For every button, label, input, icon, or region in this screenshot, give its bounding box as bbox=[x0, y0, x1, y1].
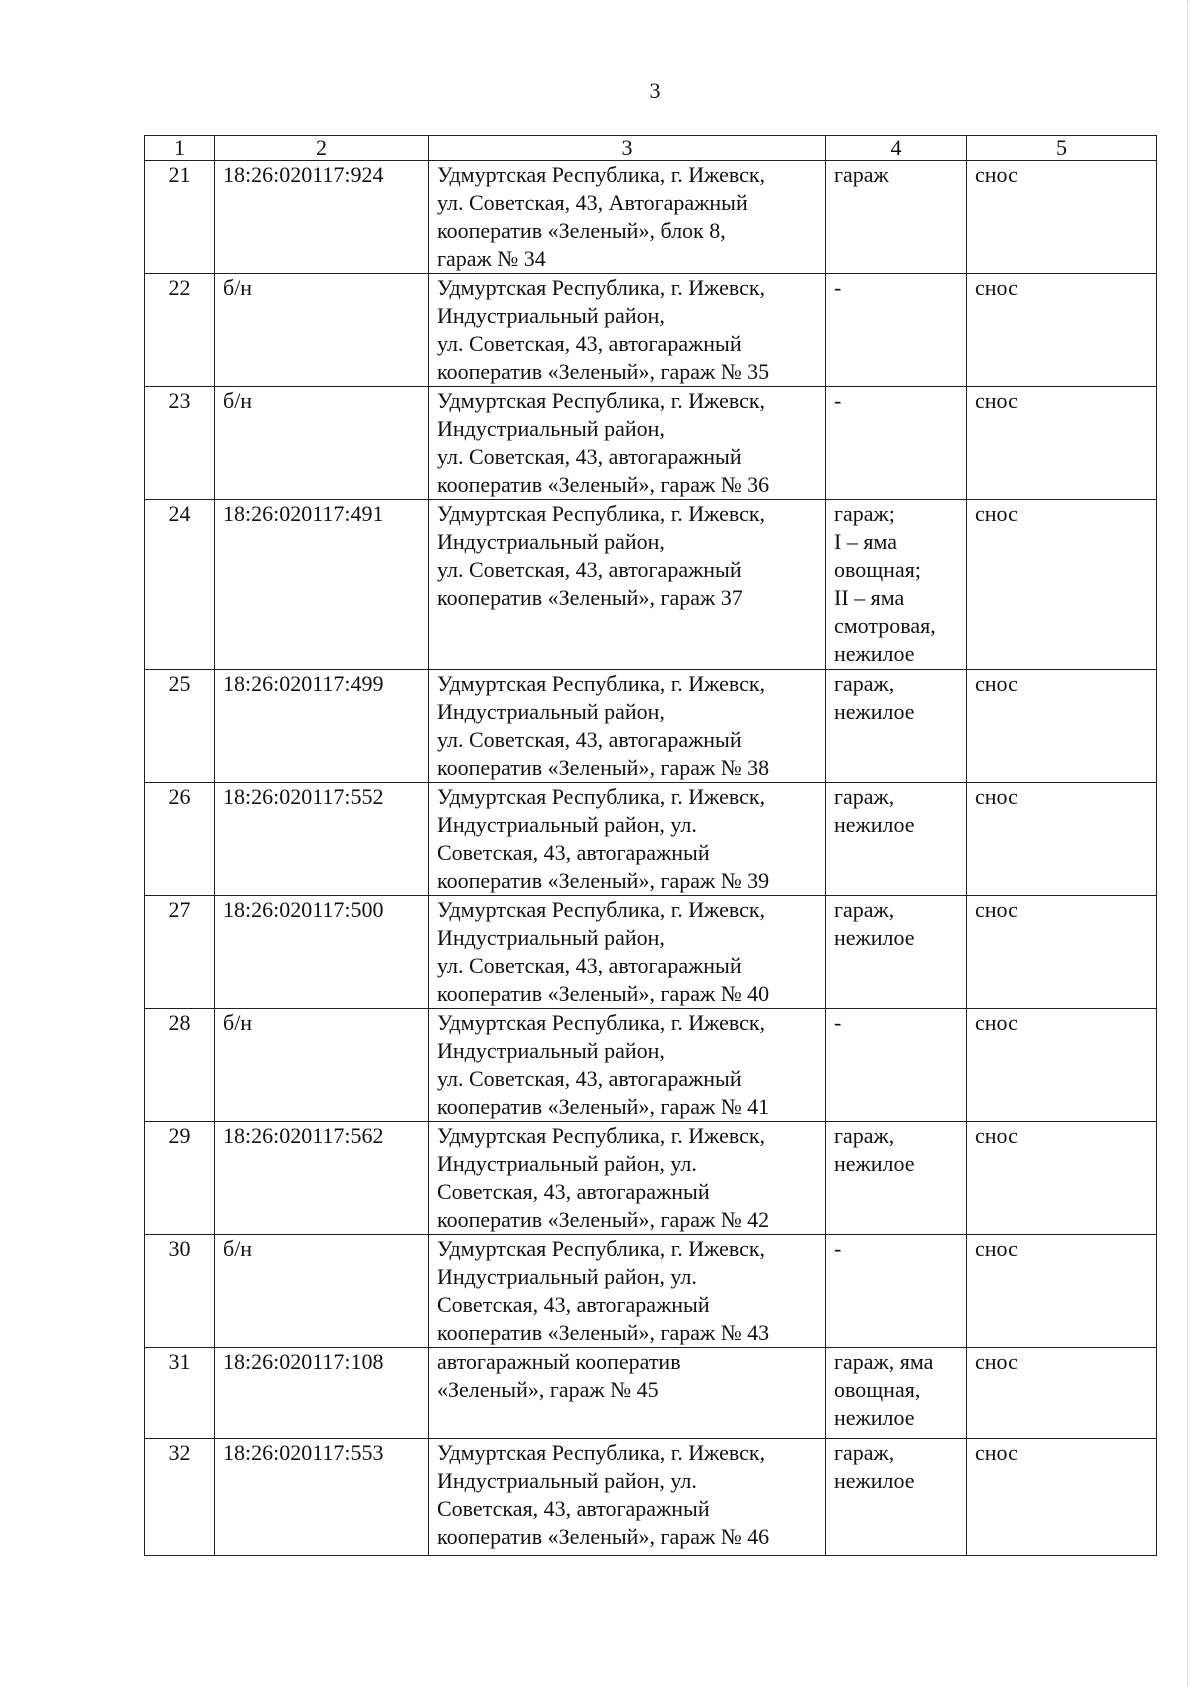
address-cell bbox=[429, 1235, 826, 1348]
action-cell: снос bbox=[967, 387, 1157, 500]
address-line: Удмуртская Республика, г. Ижевск, bbox=[437, 1236, 766, 1261]
action-cell: снос bbox=[967, 161, 1157, 274]
column-header-4: 4 bbox=[826, 136, 967, 161]
address-line: кооператив «Зеленый», гараж № 38 bbox=[437, 755, 770, 780]
column-header-2: 2 bbox=[215, 136, 429, 161]
address-line: гараж № 34 bbox=[437, 246, 546, 271]
action-cell: снос bbox=[967, 783, 1157, 896]
object-type-line: нежилое bbox=[834, 1468, 915, 1493]
address-line: Советская, 43, автогаражный bbox=[437, 840, 710, 865]
object-type-line: нежилое bbox=[834, 1151, 915, 1176]
table-header bbox=[145, 136, 1157, 161]
cadastral-number: б/н bbox=[215, 1009, 429, 1122]
address-line: ул. Советская, 43, автогаражный bbox=[437, 557, 742, 582]
address-line: Удмуртская Республика, г. Ижевск, bbox=[437, 1010, 766, 1035]
row-number: 26 bbox=[145, 783, 215, 896]
object-type-line: гараж bbox=[834, 162, 889, 187]
object-type-line: овощная; bbox=[834, 557, 921, 582]
object-type-cell bbox=[826, 783, 967, 896]
object-type-line: гараж, bbox=[834, 1123, 895, 1148]
address-line: ул. Советская, 43, автогаражный bbox=[437, 1066, 742, 1091]
address-cell bbox=[429, 1122, 826, 1235]
object-type-line: нежилое bbox=[834, 925, 915, 950]
table-row bbox=[145, 387, 1157, 500]
address-cell bbox=[429, 274, 826, 387]
object-type-cell bbox=[826, 1348, 967, 1439]
object-type-line: гараж, bbox=[834, 1440, 895, 1465]
address-line: кооператив «Зеленый», гараж № 39 bbox=[437, 868, 770, 893]
address-cell bbox=[429, 670, 826, 783]
address-cell bbox=[429, 387, 826, 500]
object-type-cell bbox=[826, 670, 967, 783]
address-line: Индустриальный район, bbox=[437, 699, 665, 724]
address-line: автогаражный кооператив bbox=[437, 1349, 681, 1374]
row-number: 23 bbox=[145, 387, 215, 500]
address-cell bbox=[429, 896, 826, 1009]
cadastral-number: 18:26:020117:500 bbox=[215, 896, 429, 1009]
address-line: кооператив «Зеленый», блок 8, bbox=[437, 218, 726, 243]
column-header-3: 3 bbox=[429, 136, 826, 161]
cadastral-number: 18:26:020117:108 bbox=[215, 1348, 429, 1439]
address-line: кооператив «Зеленый», гараж № 36 bbox=[437, 472, 770, 497]
cadastral-number: б/н bbox=[215, 387, 429, 500]
table-body bbox=[145, 161, 1157, 1556]
scan-edge-artifact bbox=[1185, 0, 1188, 1686]
object-type-cell bbox=[826, 274, 967, 387]
column-header-1: 1 bbox=[145, 136, 215, 161]
object-type-line: гараж; bbox=[834, 501, 895, 526]
action-cell: снос bbox=[967, 1122, 1157, 1235]
object-type-line: нежилое bbox=[834, 1405, 915, 1430]
object-type-line: - bbox=[834, 275, 842, 300]
address-line: Советская, 43, автогаражный bbox=[437, 1179, 710, 1204]
cadastral-number: 18:26:020117:491 bbox=[215, 500, 429, 670]
object-type-cell bbox=[826, 500, 967, 670]
address-line: ул. Советская, 43, автогаражный bbox=[437, 953, 742, 978]
address-cell bbox=[429, 1009, 826, 1122]
address-line: кооператив «Зеленый», гараж № 35 bbox=[437, 359, 770, 384]
action-cell: снос bbox=[967, 670, 1157, 783]
table-row bbox=[145, 1439, 1157, 1556]
address-line: Индустриальный район, ул. bbox=[437, 812, 697, 837]
object-type-cell bbox=[826, 1235, 967, 1348]
action-cell: снос bbox=[967, 1009, 1157, 1122]
table-row bbox=[145, 1122, 1157, 1235]
cadastral-number: 18:26:020117:562 bbox=[215, 1122, 429, 1235]
address-cell bbox=[429, 1348, 826, 1439]
row-number: 31 bbox=[145, 1348, 215, 1439]
object-type-line: нежилое bbox=[834, 699, 915, 724]
row-number: 24 bbox=[145, 500, 215, 670]
table-row bbox=[145, 896, 1157, 1009]
action-cell: снос bbox=[967, 1439, 1157, 1556]
address-line: Удмуртская Республика, г. Ижевск, bbox=[437, 275, 766, 300]
address-cell bbox=[429, 161, 826, 274]
address-line: кооператив «Зеленый», гараж № 46 bbox=[437, 1524, 770, 1549]
object-type-line: - bbox=[834, 1010, 842, 1035]
cadastral-number: 18:26:020117:552 bbox=[215, 783, 429, 896]
object-type-line: смотровая, bbox=[834, 613, 936, 638]
object-type-cell bbox=[826, 1009, 967, 1122]
address-line: Удмуртская Республика, г. Ижевск, bbox=[437, 784, 766, 809]
address-line: кооператив «Зеленый», гараж № 40 bbox=[437, 981, 770, 1006]
page-number: 3 bbox=[649, 78, 661, 103]
header-row bbox=[145, 136, 1157, 161]
action-cell: снос bbox=[967, 1235, 1157, 1348]
table-row bbox=[145, 1009, 1157, 1122]
cadastral-number: 18:26:020117:924 bbox=[215, 161, 429, 274]
address-line: ул. Советская, 43, автогаражный bbox=[437, 727, 742, 752]
object-type-cell bbox=[826, 1122, 967, 1235]
object-type-cell bbox=[826, 896, 967, 1009]
cadastral-number: 18:26:020117:499 bbox=[215, 670, 429, 783]
address-line: Советская, 43, автогаражный bbox=[437, 1496, 710, 1521]
cadastral-number: б/н bbox=[215, 1235, 429, 1348]
address-line: Индустриальный район, bbox=[437, 1038, 665, 1063]
address-line: ул. Советская, 43, автогаражный bbox=[437, 444, 742, 469]
address-line: ул. Советская, 43, Автогаражный bbox=[437, 190, 748, 215]
object-type-line: гараж, bbox=[834, 897, 895, 922]
address-line: Удмуртская Республика, г. Ижевск, bbox=[437, 1440, 766, 1465]
row-number: 29 bbox=[145, 1122, 215, 1235]
address-cell bbox=[429, 500, 826, 670]
table-row bbox=[145, 1235, 1157, 1348]
object-type-line: гараж, bbox=[834, 671, 895, 696]
row-number: 27 bbox=[145, 896, 215, 1009]
address-cell bbox=[429, 783, 826, 896]
row-number: 32 bbox=[145, 1439, 215, 1556]
address-line: Индустриальный район, bbox=[437, 925, 665, 950]
action-cell: снос bbox=[967, 896, 1157, 1009]
row-number: 30 bbox=[145, 1235, 215, 1348]
action-cell: снос bbox=[967, 1348, 1157, 1439]
table-row bbox=[145, 1348, 1157, 1439]
cadastral-number: 18:26:020117:553 bbox=[215, 1439, 429, 1556]
object-type-line: II – яма bbox=[834, 585, 905, 610]
object-type-line: овощная, bbox=[834, 1377, 921, 1402]
address-line: Индустриальный район, bbox=[437, 416, 665, 441]
object-type-line: гараж, bbox=[834, 784, 895, 809]
action-cell: снос bbox=[967, 274, 1157, 387]
address-line: кооператив «Зеленый», гараж 37 bbox=[437, 585, 743, 610]
address-line: Индустриальный район, ул. bbox=[437, 1264, 697, 1289]
object-type-line: - bbox=[834, 388, 842, 413]
address-line: кооператив «Зеленый», гараж № 42 bbox=[437, 1207, 770, 1232]
address-line: Удмуртская Республика, г. Ижевск, bbox=[437, 501, 766, 526]
object-type-line: гараж, яма bbox=[834, 1349, 934, 1374]
address-line: Удмуртская Республика, г. Ижевск, bbox=[437, 671, 766, 696]
column-header-5: 5 bbox=[967, 136, 1157, 161]
row-number: 22 bbox=[145, 274, 215, 387]
action-cell: снос bbox=[967, 500, 1157, 670]
object-type-line: - bbox=[834, 1236, 842, 1261]
address-line: «Зеленый», гараж № 45 bbox=[437, 1377, 659, 1402]
row-number: 28 bbox=[145, 1009, 215, 1122]
object-type-line: нежилое bbox=[834, 641, 915, 666]
address-line: Советская, 43, автогаражный bbox=[437, 1292, 710, 1317]
address-cell bbox=[429, 1439, 826, 1556]
object-type-cell bbox=[826, 1439, 967, 1556]
object-type-cell bbox=[826, 387, 967, 500]
table-row bbox=[145, 500, 1157, 670]
row-number: 25 bbox=[145, 670, 215, 783]
cadastral-number: б/н bbox=[215, 274, 429, 387]
row-number: 21 bbox=[145, 161, 215, 274]
address-line: ул. Советская, 43, автогаражный bbox=[437, 331, 742, 356]
address-line: кооператив «Зеленый», гараж № 41 bbox=[437, 1094, 770, 1119]
address-line: Индустриальный район, ул. bbox=[437, 1468, 697, 1493]
address-line: Индустриальный район, bbox=[437, 303, 665, 328]
table-row bbox=[145, 274, 1157, 387]
address-line: Индустриальный район, ул. bbox=[437, 1151, 697, 1176]
address-line: кооператив «Зеленый», гараж № 43 bbox=[437, 1320, 770, 1345]
address-line: Удмуртская Республика, г. Ижевск, bbox=[437, 162, 766, 187]
object-type-cell bbox=[826, 161, 967, 274]
garage-registry-table bbox=[144, 135, 1157, 1556]
table-row bbox=[145, 670, 1157, 783]
table-row bbox=[145, 161, 1157, 274]
object-type-line: I – яма bbox=[834, 529, 897, 554]
address-line: Удмуртская Республика, г. Ижевск, bbox=[437, 388, 766, 413]
object-type-line: нежилое bbox=[834, 812, 915, 837]
table-row bbox=[145, 783, 1157, 896]
address-line: Удмуртская Республика, г. Ижевск, bbox=[437, 897, 766, 922]
address-line: Удмуртская Республика, г. Ижевск, bbox=[437, 1123, 766, 1148]
address-line: Индустриальный район, bbox=[437, 529, 665, 554]
